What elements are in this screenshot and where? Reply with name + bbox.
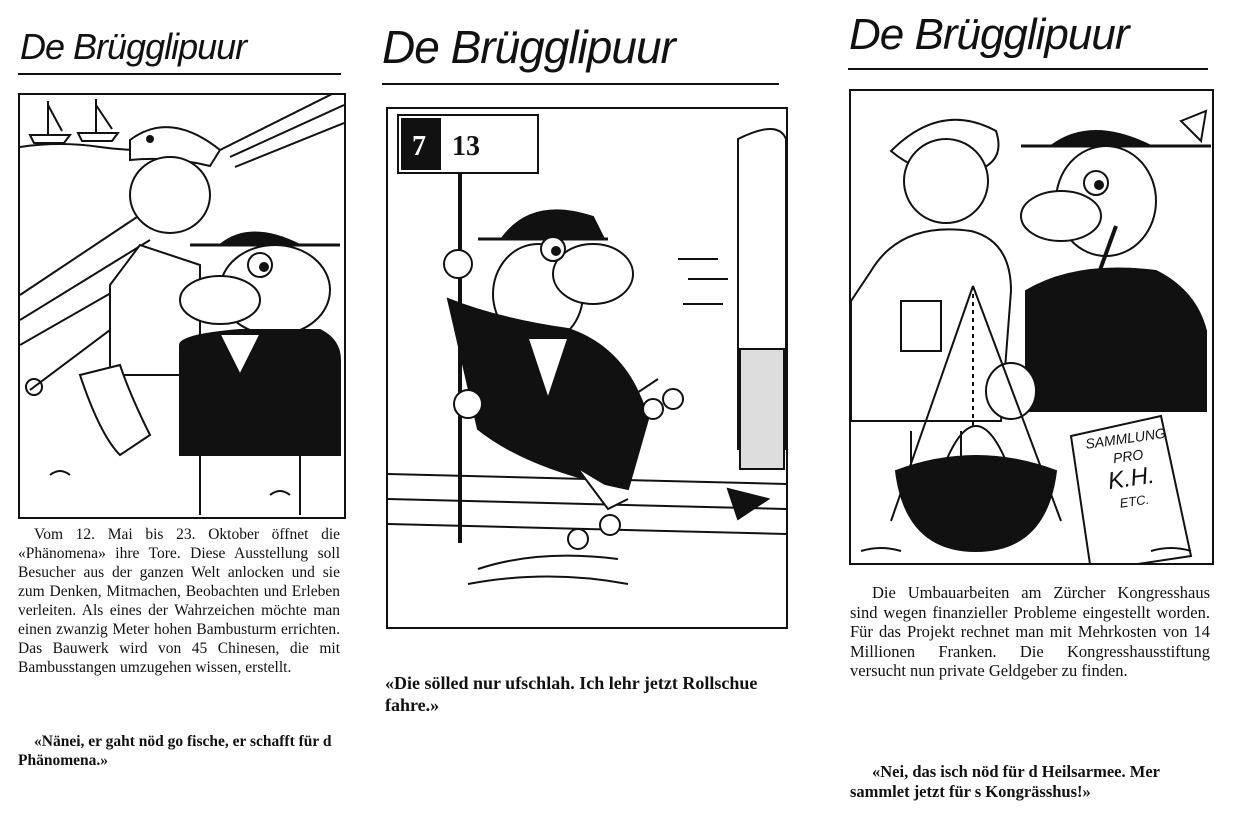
- strip-3-quote: «Nei, das isch nöd für d Heilsarmee. Mer sammlet jetzt für s Kongrässhus!»: [850, 762, 1160, 801]
- strip-title: De Brügglipuur: [849, 10, 1129, 59]
- cartoon-panel-1: [18, 93, 346, 519]
- strip-3-text: Die Umbauarbeiten am Zürcher Kongresshaus sind wegen finanzieller Probleme eingestellt worden. Für das Projekt rechnet man mit Mehrkosten von 14 Millionen Franken. Die Kongresshausstiftung versucht nun private Geldgeber zu finden.: [850, 583, 1210, 680]
- score-sign: [404, 127, 538, 167]
- collection-sign-line: PRO: [1111, 446, 1145, 467]
- score-sign-left: 7: [412, 131, 426, 162]
- strip-2-quote: «Die sölled nur ufschlah. Ich lehr jetzt Rollschue fahre.»: [385, 673, 758, 715]
- score-sign-right: 13: [452, 131, 480, 162]
- title-rule: [848, 68, 1208, 70]
- title-rule: [18, 73, 341, 75]
- collection-sign-line: SAMMLUNG: [1084, 424, 1167, 452]
- strip-title: De Brügglipuur: [382, 21, 675, 73]
- collection-sign: [1080, 423, 1181, 517]
- collection-sign-line: K.H.: [1106, 461, 1157, 496]
- title-rule: [382, 83, 779, 85]
- cartoon-panel-2: [386, 107, 788, 629]
- cartoon-panel-3: [849, 89, 1214, 565]
- cartoon-illustration: [20, 95, 344, 517]
- strip-1-quote: «Nänei, er gaht nöd go fische, er schafft für d Phänomena.»: [18, 733, 332, 769]
- collection-sign-line: ETC.: [1118, 491, 1151, 511]
- strip-1-text: Vom 12. Mai bis 23. Oktober öffnet die «Phänomena» ihre Tore. Diese Ausstellung soll Besucher aus der ganzen Welt anlocken und sie zum Denken, Mitmachen, Beobachten und Erleben verleiten. Als eines der Wahrzeichen möchte man einen zwanzig Meter hohen Bambusturm errichten. Das Bauwerk wird von 45 Chinesen, die mit Bambusstangen umzugehen wissen, erstellt.: [18, 526, 340, 676]
- strip-title: De Brügglipuur: [20, 26, 247, 67]
- cartoon-illustration: [388, 109, 786, 627]
